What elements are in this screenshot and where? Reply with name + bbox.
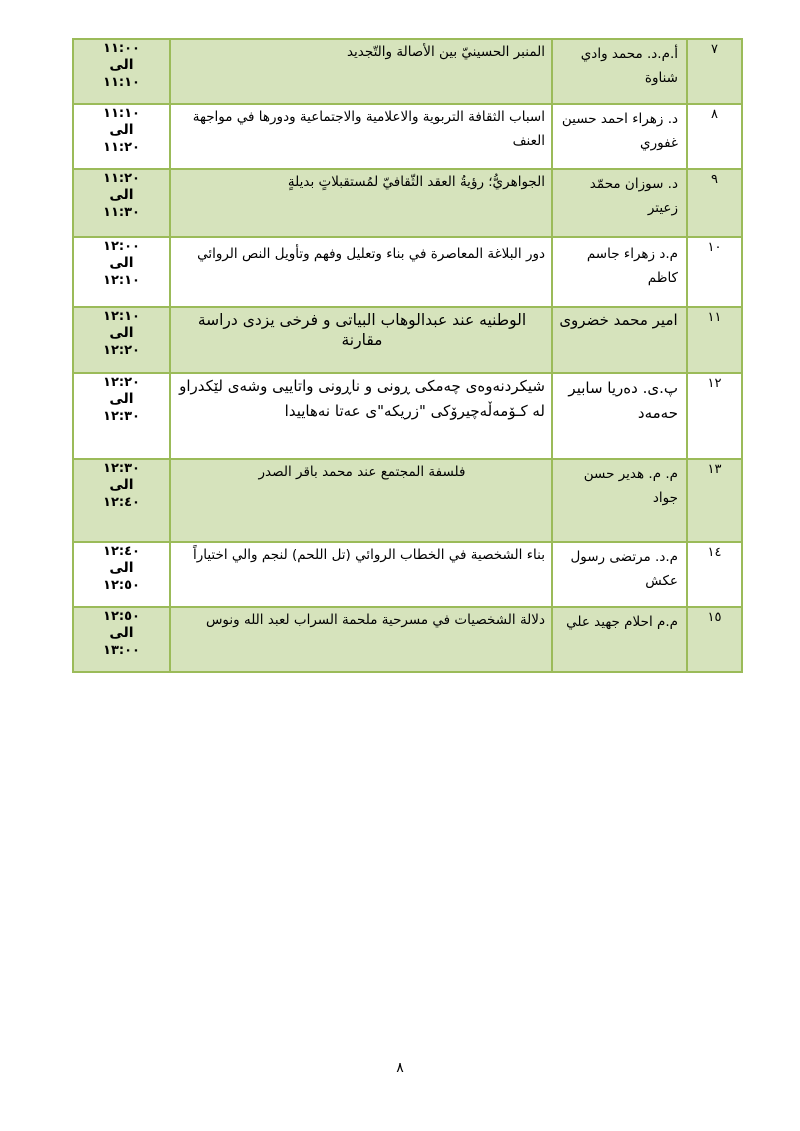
row-number: ٩ [711,172,718,187]
time-separator: الى [109,625,134,641]
time-start: ١١:٠٠ [103,41,140,56]
name-cell [552,39,687,104]
paper-title: دلالة الشخصيات في مسرحية ملحمة السراب لعبد الله ونوس [205,612,545,628]
time-separator: الى [109,391,134,407]
time-cell [73,542,170,607]
time-end: ١١:٢٠ [103,140,140,155]
time-separator: الى [109,255,134,271]
time-separator: الى [109,560,134,576]
name-cell [552,542,687,607]
paper-title: الوطنيه عند عبدالوهاب البياتى و فرخى يزدى دراسة مقارنة [197,311,527,349]
number-cell [687,307,742,373]
table-row [73,307,742,373]
time-end: ١٢:٤٠ [103,495,140,510]
time-end: ١٢:١٠ [103,273,140,288]
number-cell [687,169,742,237]
title-cell [170,607,552,672]
title-cell [170,39,552,104]
name-cell [552,307,687,373]
paper-title: بناء الشخصية في الخطاب الروائي (تل اللحم) لنجم والي اختياراً [192,547,545,563]
time-cell [73,237,170,307]
paper-title: المنبر الحسينيّ بين الأصالة والتّجديد [346,44,545,60]
time-start: ١١:٢٠ [103,171,140,186]
number-cell [687,459,742,542]
name-cell [552,607,687,672]
row-number: ١١ [707,310,722,325]
table-row [73,39,742,104]
title-cell [170,169,552,237]
title-cell [170,104,552,169]
time-separator: الى [109,57,134,73]
time-cell [73,459,170,542]
name-cell [552,459,687,542]
time-separator: الى [109,122,134,138]
time-start: ١٢:٢٠ [103,375,140,390]
time-separator: الى [109,187,134,203]
page-number: ٨ [396,1060,404,1076]
time-end: ١٣:٠٠ [103,643,140,658]
title-cell [170,237,552,307]
table-row [73,459,742,542]
time-start: ١٢:٠٠ [103,239,140,254]
time-separator: الى [109,477,134,493]
presenter-name: د. زهراء احمد حسين غفوري [561,111,678,151]
time-start: ١٢:٥٠ [103,609,140,624]
time-cell [73,39,170,104]
time-start: ١١:١٠ [103,106,140,121]
schedule-table [72,38,743,673]
time-separator: الى [109,325,134,341]
time-cell [73,607,170,672]
number-cell [687,607,742,672]
presenter-name: م. م. هدير حسن جواد [583,466,678,506]
table-row [73,104,742,169]
presenter-name: أ.م.د. محمد وادي شناوة [580,46,678,86]
row-number: ١٠ [707,240,722,255]
number-cell [687,104,742,169]
name-cell [552,373,687,459]
time-end: ١٢:٥٠ [103,578,140,593]
paper-title: فلسفة المجتمع عند محمد باقر الصدر [258,464,466,480]
paper-title: اسباب الثقافة التربوية والاعلامية والاجتماعية ودورها في مواجهة العنف [192,109,545,149]
time-end: ١٢:٣٠ [103,409,140,424]
table-row [73,169,742,237]
number-cell [687,39,742,104]
presenter-name: پ.ی. دەریا سابیر حەمەد [568,379,678,422]
time-cell [73,373,170,459]
table-row [73,237,742,307]
title-cell [170,307,552,373]
row-number: ١٥ [707,610,722,625]
presenter-name: م.د زهراء جاسم كاظم [586,246,678,286]
presenter-name: م.م احلام جهيد علي [566,614,678,630]
row-number: ١٣ [707,462,722,477]
time-cell [73,307,170,373]
presenter-name: د. سوزان محمّد زعيتر [589,176,678,216]
title-cell [170,373,552,459]
row-number: ١٤ [707,545,722,560]
time-start: ١٢:٣٠ [103,461,140,476]
number-cell [687,542,742,607]
table-row [73,607,742,672]
time-start: ١٢:١٠ [103,309,140,324]
row-number: ١٢ [707,376,722,391]
time-start: ١٢:٤٠ [103,544,140,559]
name-cell [552,237,687,307]
time-end: ١١:١٠ [103,75,140,90]
time-end: ١١:٣٠ [103,205,140,220]
row-number: ٨ [711,107,718,122]
table-row [73,373,742,459]
paper-title: الجواهريُّ؛ رؤيةُ العقد الثّقافيّ لمُستقبلاتٍ بديلةٍ [287,174,545,190]
paper-title: دور البلاغة المعاصرة في بناء وتعليل وفهم وتأويل النص الروائي [197,246,545,262]
time-cell [73,169,170,237]
presenter-name: امير محمد خضروى [559,311,678,329]
title-cell [170,542,552,607]
time-end: ١٢:٢٠ [103,343,140,358]
number-cell [687,373,742,459]
time-cell [73,104,170,169]
table-row [73,542,742,607]
name-cell [552,104,687,169]
name-cell [552,169,687,237]
presenter-name: م.د. مرتضى رسول عكش [570,549,678,589]
title-cell [170,459,552,542]
number-cell [687,237,742,307]
paper-title: شیکردنەوەی چەمکی ڕونی و ناڕونی واتاییی وشەی لێکدراو لە کـۆمەڵەچیرۆکی "زریکە"ی عەتا نەهاییدا [179,377,545,420]
row-number: ٧ [711,42,718,57]
